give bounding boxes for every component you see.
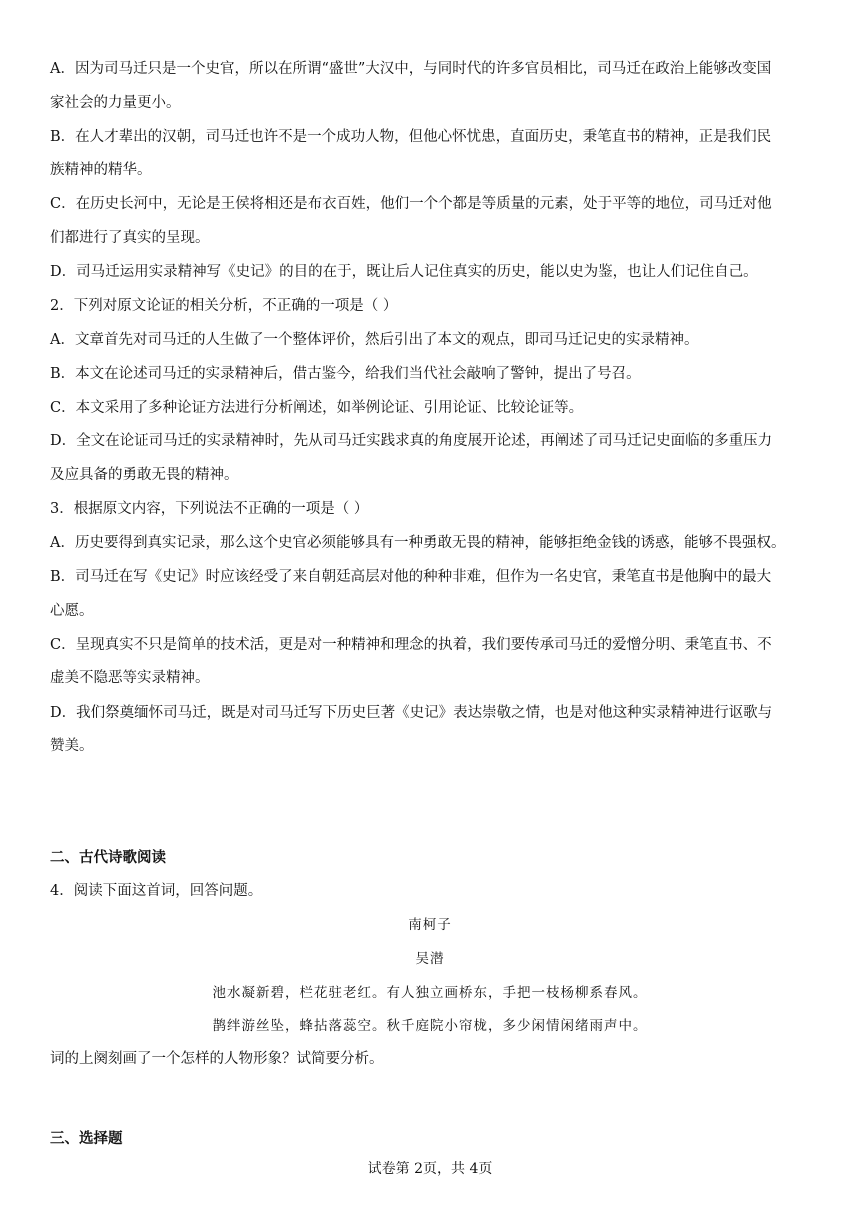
q3-option-c-line2: 虚美不隐恶等实录精神。: [50, 670, 210, 686]
q1-option-c-line1: C．在历史长河中，无论是王侯将相还是布衣百姓，他们一个个都是等质量的元素，处于平等的地位，司马迁对他: [50, 196, 772, 212]
q3-option-b-line2: 心愿。: [50, 603, 94, 619]
q2-option-a: A．文章首先对司马迁的人生做了一个整体评价，然后引出了本文的观点，即司马迁记史的实录精神。: [50, 332, 699, 348]
q1-option-c-line2: 们都进行了真实的呈现。: [50, 230, 210, 246]
q2-option-d-line1: D．全文在论证司马迁的实录精神时，先从司马迁实践求真的角度展开论述，再阐述了司马迁记史面临的多重压力: [50, 433, 773, 449]
q3-option-c-line1: C．呈现真实不只是简单的技术活，更是对一种精神和理念的执着，我们要传承司马迁的爱憎分明、秉笔直书、不: [50, 637, 772, 653]
poem-line: 鹊绊游丝坠，蜂拈落蕊空。秋千庭院小帘栊，多少闲情闲绪雨声中。: [212, 1018, 648, 1034]
q3-option-d-line2: 赞美。: [50, 738, 94, 754]
q1-option-d-line1: D．司马迁运用实录精神写《史记》的目的在于，既让后人记住真实的历史，能以史为鉴，也让人们记住自己。: [50, 264, 758, 280]
q2-option-c: C．本文采用了多种论证方法进行分析阐述，如举例论证、引用论证、比较论证等。: [50, 400, 584, 416]
q1-option-a-line1: A．因为司马迁只是一个史官，所以在所谓“盛世”大汉中，与同时代的许多官员相比，司马迁在政治上能够改变国: [50, 61, 772, 77]
section-heading-poetry: 二、古代诗歌阅读: [50, 850, 166, 866]
q3-stem: 3．根据原文内容，下列说法不正确的一项是（ ）: [50, 501, 369, 517]
q4-stem: 4．阅读下面这首词，回答问题。: [50, 883, 263, 899]
poem-author: 吴潜: [415, 951, 445, 967]
q4-question: 词的上阕刻画了一个怎样的人物形象？试简要分析。: [50, 1051, 384, 1067]
q1-option-a-line2: 家社会的力量更小。: [50, 95, 181, 111]
poem-title: 南柯子: [408, 917, 452, 933]
poem-line: 池水凝新碧，栏花驻老红。有人独立画桥东，手把一枝杨柳系春风。: [212, 985, 648, 1001]
q3-option-a: A．历史要得到真实记录，那么这个史官必须能够具有一种勇敢无畏的精神，能够拒绝金钱的诱惑，能够不畏强权。: [50, 535, 786, 551]
q2-option-d-line2: 及应具备的勇敢无畏的精神。: [50, 467, 239, 483]
q2-stem: 2．下列对原文论证的相关分析，不正确的一项是（ ）: [50, 298, 398, 314]
page-footer: 试卷第 2页，共 4页: [367, 1161, 493, 1177]
q1-option-b-line2: 族精神的精华。: [50, 162, 152, 178]
q3-option-b-line1: B．司马迁在写《史记》时应该经受了来自朝廷高层对他的种种非难，但作为一名史官，秉笔直书是他胸中的最大: [50, 569, 772, 585]
section-heading-choice: 三、选择题: [50, 1131, 123, 1147]
q1-option-b-line1: B．在人才辈出的汉朝，司马迁也许不是一个成功人物，但他心怀忧患，直面历史，秉笔直书的精神，正是我们民: [50, 129, 772, 145]
q3-option-d-line1: D．我们祭奠缅怀司马迁，既是对司马迁写下历史巨著《史记》表达崇敬之情，也是对他这种实录精神进行讴歌与: [50, 705, 773, 721]
q2-option-b: B．本文在论述司马迁的实录精神后，借古鉴今，给我们当代社会敲响了警钟，提出了号召。: [50, 366, 641, 382]
